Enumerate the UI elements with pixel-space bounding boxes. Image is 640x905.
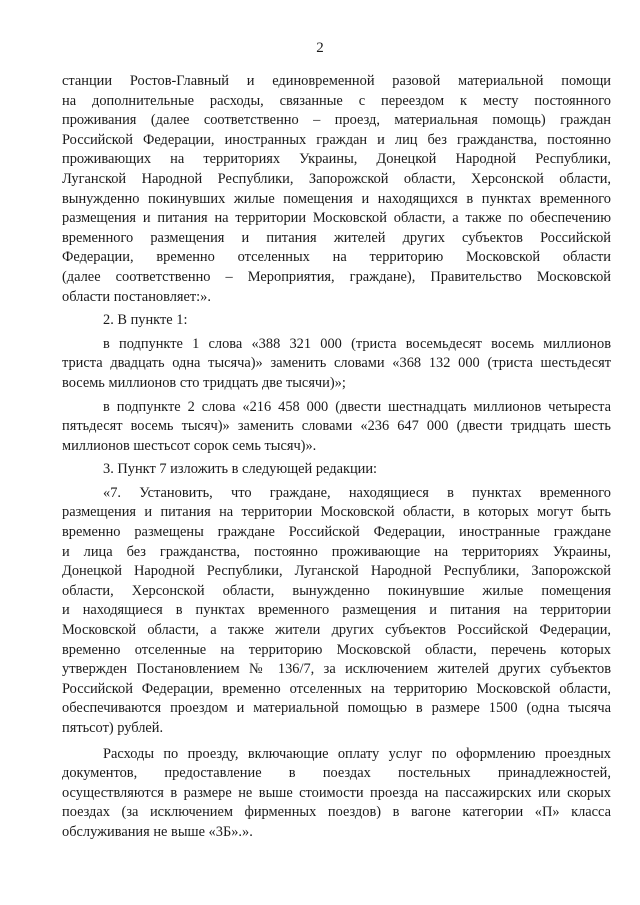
text-line: области, Херсонской области, вынужденно покинувшие жилые помещения [62,582,611,599]
text-line: Расходы по проезду, включающие оплату услуг по оформлению проездных [103,745,611,762]
page-number: 2 [316,40,324,56]
text-line: 3. Пункт 7 изложить в следующей редакции: [103,461,378,478]
text-line: 2. В пункте 1: [103,312,188,329]
paragraph-travel-expenses [62,745,611,843]
text-line: на дополнительные расходы, связанные с переездом к месту постоянного [62,92,611,109]
text-line: утвержден Постановлением № 136/7, за исключением жителей других субъектов [62,661,611,678]
paragraph-item-7-new-text [62,484,611,739]
text-line: и находящиеся в пунктах временного размещения и питания на территории [62,602,611,619]
text-line: триста двадцать одна тысяча)» заменить словами «368 132 000 (триста шестьдесят [62,355,611,372]
text-line: обслуживания не выше «3Б».». [62,823,253,840]
text-line: размещения и питания на территории Московской области, в которых могут быть [62,504,611,521]
paragraph-subitem-2-amendment [62,398,611,457]
text-line: документов, предоставление в поездах постельных принадлежностей, [62,765,611,782]
paragraph-item-3-heading [62,460,611,480]
paragraph-item-2-heading [62,311,611,331]
text-line: восемь миллионов сто тридцать две тысячи)»; [62,374,346,391]
paragraph-subitem-1-amendment [62,335,611,394]
text-line: Федерации, временно отселенных на территорию Московской области [62,249,611,266]
text-line: пятьсот) рублей. [62,720,164,736]
text-line: осуществляются в размере не выше стоимости проезда на пассажирских или скорых [62,784,611,801]
text-line: и лица без гражданства, постоянно проживающие на территориях Украины, [62,543,611,560]
text-line: в подпункте 1 слова «388 321 000 (триста восемьдесят восемь миллионов [103,335,611,352]
text-line: Российской Федерации, иностранных граждан и лиц без гражданства, постоянно [62,131,611,148]
text-line: Луганской Народной Республики, Запорожской области, Херсонской области, [62,170,611,187]
text-line: Московской области, а также жители других субъектов Российской Федерации, [62,622,611,639]
text-line: пятьдесят восемь тысяч)» заменить словами «236 647 000 (двести тридцать шесть [62,418,611,435]
text-line: вынужденно покинувших жилые помещения и находящихся в пунктах временного [62,190,611,207]
text-line: станции Ростов-Главный и единовременной разовой материальной помощи [62,73,611,89]
text-line: миллионов шестьсот сорок семь тысяч)». [62,437,317,454]
text-line: проживающих на территориях Украины, Донецкой Народной Республики, [62,151,611,168]
text-line: обеспечиваются проездом и материальной помощью в размере 1500 (одна тысяча [62,700,611,717]
text-line: временно отселенные на территорию Московской области, перечень которых [62,641,611,658]
text-line: Донецкой Народной Республики, Луганской Народной Республики, Запорожской [62,563,611,580]
text-line: временно размещены граждане Российской Федерации, иностранные граждане [62,524,611,541]
text-line: (далее соответственно – Мероприятия, граждане), Правительство Московской [62,268,611,285]
text-line: размещения и питания на территории Московской области, а также по обеспечению [62,210,611,227]
text-line: проживания (далее соответственно – проезд, материальная помощь) граждан [62,112,611,129]
text-line: в подпункте 2 слова «216 458 000 (двести шестнадцать миллионов четыреста [103,398,611,415]
text-line: «7. Установить, что граждане, находящиеся в пунктах временного [103,484,611,501]
text-line: временного размещения и питания жителей других субъектов Российской [62,229,611,246]
text-line: Российской Федерации, временно отселенных на территорию Московской области, [62,680,611,697]
document-body [62,72,611,843]
paragraph-preamble-continuation [62,72,611,307]
text-line: поездах (за исключением фирменных поездов) в вагоне категории «П» класса [62,804,611,821]
text-line: области постановляет:». [62,288,211,305]
